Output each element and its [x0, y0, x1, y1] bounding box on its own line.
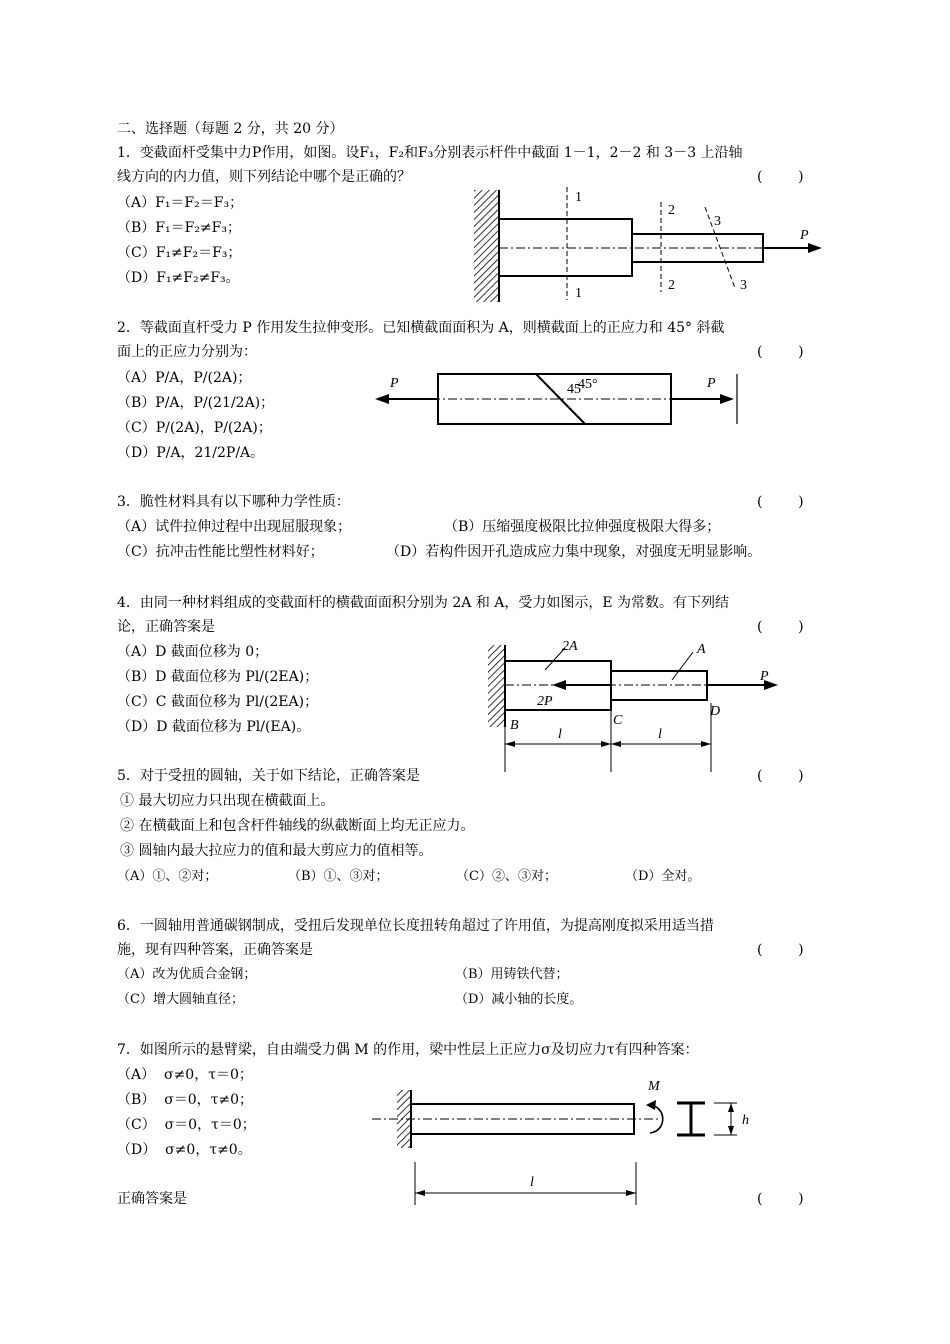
- q7-stem: 7．如图所示的悬臂梁，自由端受力偶 M 的作用，梁中性层上正应力σ及切应力τ有四种答案：: [117, 1042, 699, 1058]
- q6-option-d: （D）减小轴的长度。: [455, 992, 583, 1007]
- q5-statement-1: ① 最大切应力只出现在横截面上。: [120, 793, 335, 809]
- q4-label-a: A: [697, 642, 706, 657]
- q1-option-b: （B）F₁＝F₂≠F₃；: [117, 220, 241, 236]
- q4-label-c: C: [613, 713, 623, 728]
- q1-label-2-bottom: 2: [668, 278, 675, 293]
- q2-option-b: （B）P/A，P/(21/2A)；: [117, 395, 275, 411]
- q4-option-d: （D）D 截面位移为 Pl/(EA)。: [117, 719, 311, 735]
- q4-label-b: B: [510, 718, 519, 733]
- q7-option-a: （A） σ≠0，τ＝0；: [117, 1067, 253, 1083]
- q7-label-h: h: [742, 1113, 749, 1128]
- q6-stem-line1: 6．一圆轴用普通碳钢制成，受扭后发现单位长度扭转角超过了许用值，为提高刚度拟采用适当措: [117, 918, 714, 934]
- q7-i-section: [677, 1103, 705, 1135]
- q7-figure: [365, 1072, 765, 1207]
- q3-option-a: （A）试件拉伸过程中出现屈服现象；: [117, 519, 352, 535]
- q5-option-d: （D）全对。: [625, 869, 701, 884]
- q5-statement-2: ② 在横截面上和包含杆件轴线的纵截断面上均无正应力。: [120, 818, 475, 834]
- q7-answer-label: 正确答案是: [117, 1191, 187, 1207]
- q1-label-1-bottom: 1: [575, 286, 582, 301]
- q4-label-p: P: [760, 669, 769, 684]
- q2-option-c: （C）P/(2A)，P/(2A)；: [117, 420, 272, 436]
- q1-wall-hatch: [474, 190, 499, 302]
- q5-option-a: （A）①、②对；: [117, 869, 218, 884]
- q4-label-2p: 2P: [537, 694, 553, 709]
- q2-option-a: （A）P/A，P/(2A)；: [117, 370, 252, 386]
- section-title: 二、选择题（每题 2 分，共 20 分）: [117, 121, 344, 137]
- q4-dim-label-right: l: [658, 727, 662, 742]
- q2-right-force-label: P: [707, 376, 716, 391]
- q6-option-b: （B）用铸铁代替；: [455, 967, 569, 982]
- q3-option-d: （D）若构件因开孔造成应力集中现象，对强度无明显影响。: [386, 544, 762, 560]
- q4-answer-bracket: ( ): [757, 619, 804, 635]
- q1-option-d: （D）F₁≠F₂≠F₃。: [117, 270, 240, 286]
- q1-force-label: P: [800, 228, 809, 243]
- q4-dim-label-left: l: [558, 727, 562, 742]
- q4-wall-hatch: [488, 645, 505, 727]
- q5-statement-3: ③ 圆轴内最大拉应力的值和最大剪应力的值相等。: [120, 843, 433, 859]
- q6-option-c: （C）增大圆轴直径；: [117, 992, 244, 1007]
- q2-stem-line1: 2．等截面直杆受力 P 作用发生拉伸变形。已知横截面面积为 A，则横截面上的正应力和 45° 斜截: [117, 320, 725, 336]
- q6-answer-bracket: ( ): [757, 942, 804, 958]
- q5-option-c: （C）②、③对；: [456, 869, 557, 884]
- q4-stem-line1: 4．由同一种材料组成的变截面杆的横截面面积分别为 2A 和 A，受力如图示，E 为常数。有下列结: [117, 595, 730, 611]
- q1-option-a: （A）F₁＝F₂＝F₃；: [117, 195, 244, 211]
- q4-option-b: （B）D 截面位移为 Pl/(2EA)；: [117, 669, 319, 685]
- q7-answer-bracket: ( ): [757, 1191, 804, 1207]
- q1-label-2-top: 2: [668, 203, 675, 218]
- q2-option-d: （D）P/A，21/2P/A。: [117, 445, 265, 461]
- q1-label-3-top: 3: [714, 214, 721, 229]
- q1-option-c: （C）F₁≠F₂＝F₃；: [117, 245, 242, 261]
- q4-label-2a: 2A: [562, 639, 578, 654]
- q1-label-3-bottom: 3: [740, 278, 747, 293]
- q6-option-a: （A）改为优质合金钢；: [117, 967, 257, 982]
- q2-answer-bracket: ( ): [757, 344, 804, 360]
- q7-label-m: M: [648, 1079, 660, 1094]
- q2-stem-line2: 面上的正应力分别为：: [117, 344, 257, 360]
- q2-angle-label-a: 45: [567, 382, 581, 397]
- q5-option-b: （B）①、③对；: [288, 869, 389, 884]
- q1-stem-line2: 线方向的内力值，则下列结论中哪个是正确的？: [117, 169, 411, 185]
- q3-answer-bracket: ( ): [757, 494, 804, 510]
- q3-option-c: （C）抗冲击性能比塑性材料好；: [117, 544, 324, 560]
- q2-left-force-label: P: [390, 376, 399, 391]
- q4-stem-line2: 论，正确答案是: [117, 619, 215, 635]
- q1-answer-bracket: ( ): [757, 169, 804, 185]
- q4-figure: [485, 635, 785, 775]
- q5-answer-bracket: ( ): [757, 768, 804, 784]
- q1-figure: [470, 185, 830, 310]
- q6-stem-line2: 施，现有四种答案，正确答案是: [117, 942, 313, 958]
- q2-figure: [370, 365, 750, 430]
- q5-stem: 5．对于受扭的圆轴，关于如下结论，正确答案是: [117, 768, 420, 784]
- q1-label-1-top: 1: [575, 190, 582, 205]
- q7-option-b: （B） σ＝0，τ≠0；: [117, 1092, 254, 1108]
- q7-option-d: （D） σ≠0，τ≠0。: [117, 1142, 252, 1158]
- q1-stem-line1: 1．变截面杆受集中力P作用，如图。设F₁，F₂和F₃分别表示杆件中截面 1－1，2－2 和 3－3 上沿轴: [117, 145, 743, 161]
- q3-option-b: （B）压缩强度极限比拉伸强度极限大得多；: [444, 519, 721, 535]
- q4-option-c: （C）C 截面位移为 Pl/(2EA)；: [117, 694, 319, 710]
- q7-option-c: （C） σ＝0，τ＝0；: [117, 1117, 256, 1133]
- q4-label-d: D: [710, 704, 721, 719]
- q3-stem: 3．脆性材料具有以下哪种力学性质：: [117, 494, 350, 510]
- q4-option-a: （A）D 截面位移为 0；: [117, 644, 269, 660]
- q2-angle-label-b: 45°: [578, 377, 598, 392]
- q7-label-l: l: [530, 1175, 534, 1190]
